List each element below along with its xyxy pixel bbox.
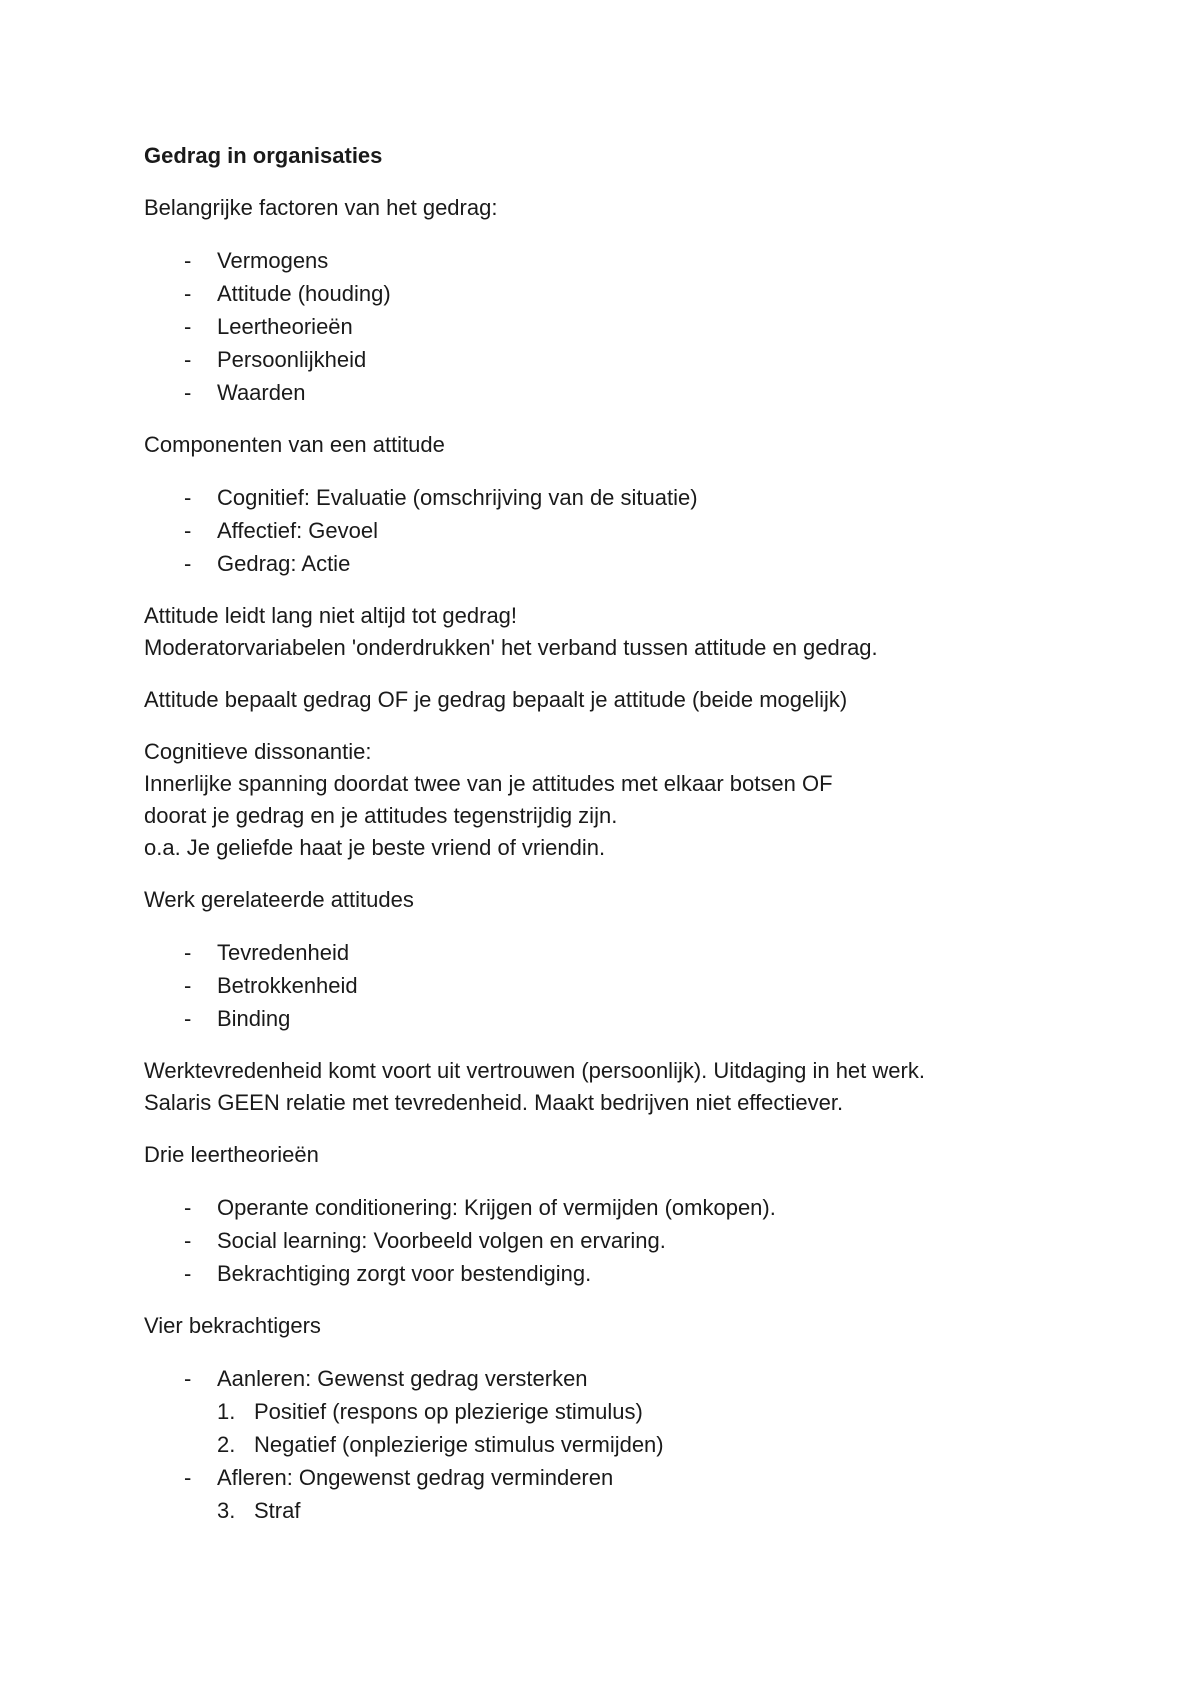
attitude-bepaalt-paragraph: [144, 684, 1080, 716]
werk-attitudes-heading-text: Werk gerelateerde attitudes: [144, 887, 414, 912]
componenten-heading: [144, 429, 1080, 461]
numbered-item: [217, 1494, 1080, 1527]
list-item-text: Aanleren: Gewenst gedrag versterken: [217, 1366, 588, 1391]
bekrachtigers-list: [144, 1362, 1080, 1527]
numbered-item-text: Positief (respons op plezierige stimulus): [254, 1399, 643, 1424]
number-marker: 1.: [217, 1399, 236, 1424]
numbered-sublist: [217, 1395, 1080, 1461]
list-item: - Leertheorieën: [144, 310, 1080, 343]
numbered-item-text: Negatief (onplezierige stimulus vermijden): [254, 1432, 664, 1457]
leertheorieen-list: [144, 1191, 1080, 1290]
bekrachtigers-heading-text: Vier bekrachtigers: [144, 1313, 321, 1338]
numbered-item: [217, 1428, 1080, 1461]
paragraph-line: doorat je gedrag en je attitudes tegenstrijdig zijn.: [144, 803, 618, 828]
list-item: - Binding: [144, 1002, 1080, 1035]
leertheorieen-heading-text: Drie leertheorieën: [144, 1142, 319, 1167]
paragraph-line: Cognitieve dissonantie:: [144, 739, 372, 764]
factoren-heading: [144, 192, 1080, 224]
paragraph-line: Moderatorvariabelen 'onderdrukken' het verband tussen attitude en gedrag.: [144, 635, 878, 660]
list-item: - Gedrag: Actie: [144, 547, 1080, 580]
list-item: [144, 1461, 1080, 1527]
list-item: - Bekrachtiging zorgt voor bestendiging.: [144, 1257, 1080, 1290]
list-item: - Vermogens: [144, 244, 1080, 277]
factoren-list: [144, 244, 1080, 409]
paragraph-line: Innerlijke spanning doordat twee van je attitudes met elkaar botsen OF: [144, 771, 833, 796]
list-item: - Operante conditionering: Krijgen of vermijden (omkopen).: [144, 1191, 1080, 1224]
paragraph-line: Attitude leidt lang niet altijd tot gedrag!: [144, 603, 518, 628]
paragraph-line: Salaris GEEN relatie met tevredenheid. Maakt bedrijven niet effectiever.: [144, 1090, 844, 1115]
list-item: - Cognitief: Evaluatie (omschrijving van de situatie): [144, 481, 1080, 514]
werk-attitudes-heading: [144, 884, 1080, 916]
bekrachtigers-heading: [144, 1310, 1080, 1342]
componenten-list: [144, 481, 1080, 580]
numbered-item-text: Straf: [254, 1498, 301, 1523]
paragraph-line: Werktevredenheid komt voort uit vertrouwen (persoonlijk). Uitdaging in het werk.: [144, 1058, 925, 1083]
werktevredenheid-paragraph: [144, 1055, 1080, 1119]
dissonantie-paragraph: [144, 736, 1080, 864]
number-marker: 2.: [217, 1432, 236, 1457]
numbered-sublist: [217, 1494, 1080, 1527]
paragraph-line: Attitude bepaalt gedrag OF je gedrag bepaalt je attitude (beide mogelijk): [144, 687, 848, 712]
list-item: - Affectief: Gevoel: [144, 514, 1080, 547]
factoren-heading-text: Belangrijke factoren van het gedrag:: [144, 195, 498, 220]
list-item: - Social learning: Voorbeeld volgen en ervaring.: [144, 1224, 1080, 1257]
componenten-heading-text: Componenten van een attitude: [144, 432, 445, 457]
list-item: - Tevredenheid: [144, 936, 1080, 969]
attitude-leidt-paragraph: [144, 600, 1080, 664]
werk-attitudes-list: [144, 936, 1080, 1035]
list-item: - Betrokkenheid: [144, 969, 1080, 1002]
list-item-text: Afleren: Ongewenst gedrag verminderen: [217, 1465, 614, 1490]
list-item: - Waarden: [144, 376, 1080, 409]
list-item: - Attitude (houding): [144, 277, 1080, 310]
numbered-item: [217, 1395, 1080, 1428]
document-title: Gedrag in organisaties: [144, 143, 383, 168]
list-item: [144, 1362, 1080, 1461]
paragraph-line: o.a. Je geliefde haat je beste vriend of vriendin.: [144, 835, 606, 860]
list-item: - Persoonlijkheid: [144, 343, 1080, 376]
number-marker: 3.: [217, 1498, 236, 1523]
leertheorieen-heading: [144, 1139, 1080, 1171]
